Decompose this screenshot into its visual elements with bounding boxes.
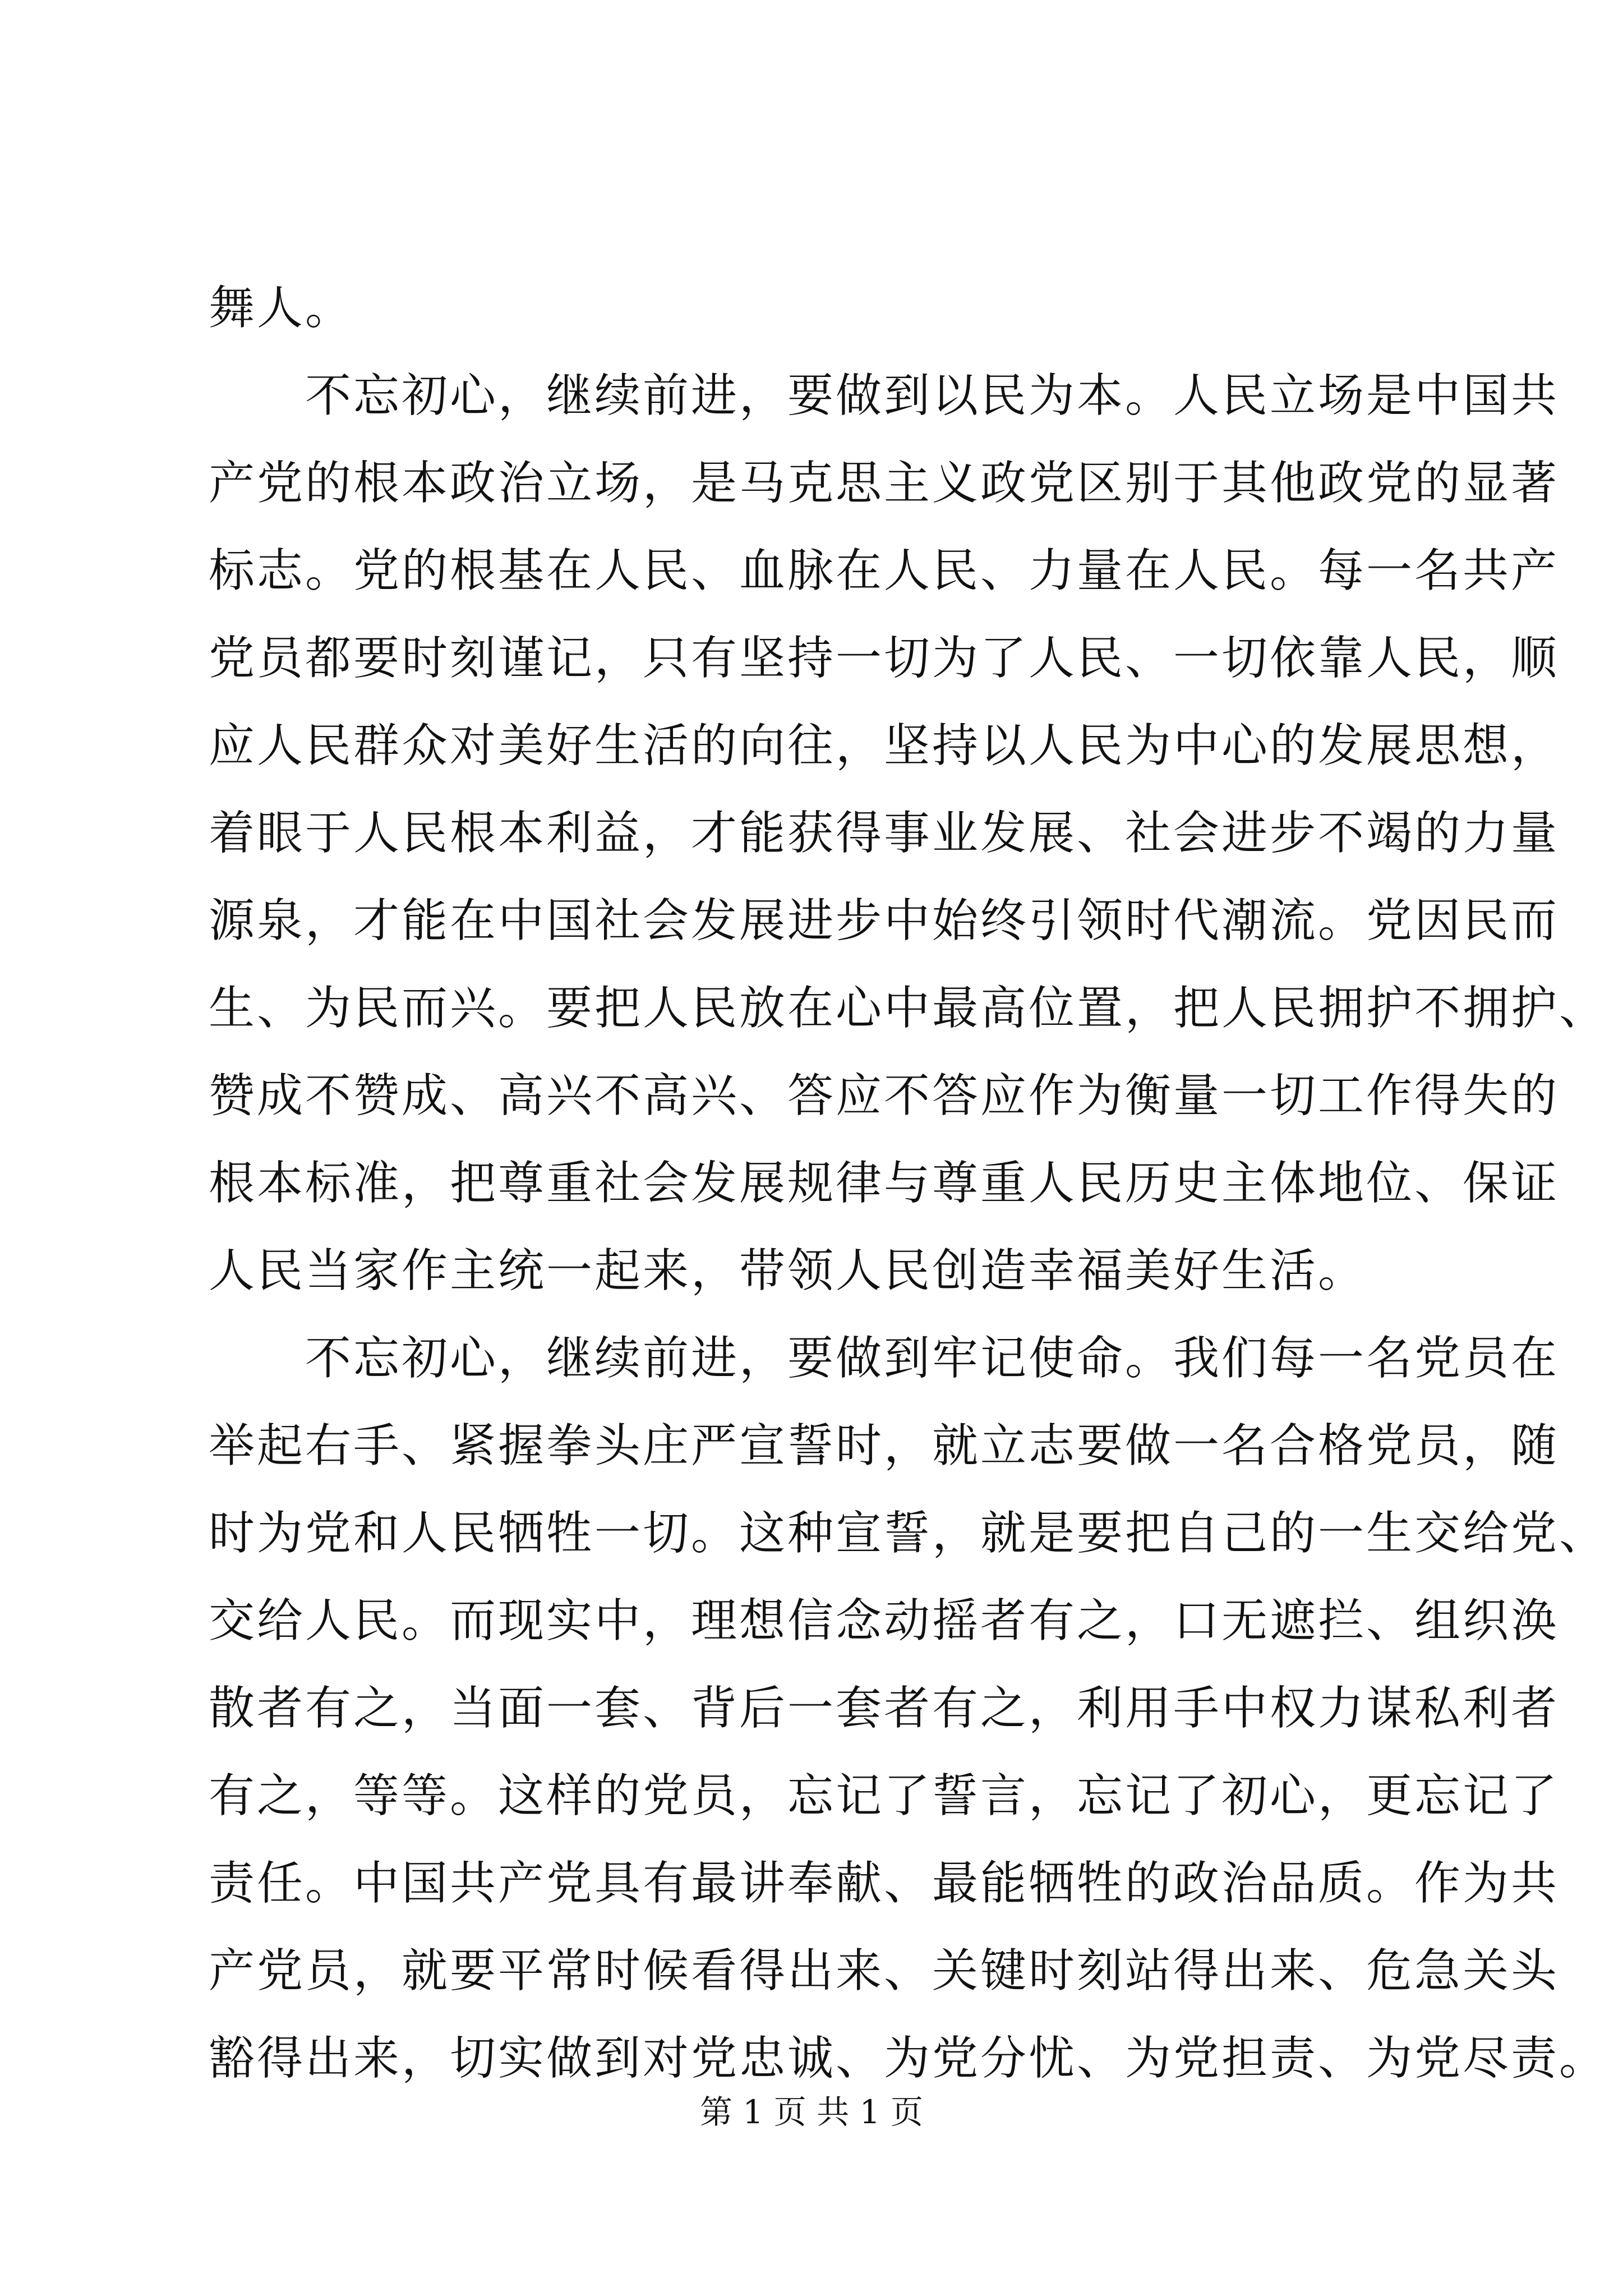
text-line: 赞成不赞成、高兴不高兴、答应不答应作为衡量一切工作得失的 [209,1069,1560,1122]
text-line: 豁得出来，切实做到对党忠诚、为党分忧、为党担责、为党尽责。 [209,2032,1608,2085]
text-line: 人民当家作主统一起来，带领人民创造幸福美好生活。 [209,1244,1367,1297]
text-line: 有之，等等。这样的党员，忘记了誓言，忘记了初心，更忘记了 [209,1769,1560,1823]
text-line: 时为党和人民牺牲一切。这种宣誓，就是要把自己的一生交给党、 [209,1507,1608,1560]
text-line: 着眼于人民根本利益，才能获得事业发展、社会进步不竭的力量 [209,807,1560,860]
text-line: 交给人民。而现实中，理想信念动摇者有之，口无遮拦、组织涣 [209,1594,1560,1648]
page-footer: 第 1 页 共 1 页 [700,2093,923,2131]
text-line: 舞人。 [209,282,354,335]
text-line: 责任。中国共产党具有最讲奉献、最能牺牲的政治品质。作为共 [209,1857,1560,1910]
text-line: 党员都要时刻谨记，只有坚持一切为了人民、一切依靠人民，顺 [209,632,1560,685]
text-line: 标志。党的根基在人民、血脉在人民、力量在人民。每一名共产 [209,544,1560,597]
text-line: 产党员，就要平常时候看得出来、关键时刻站得出来、危急关头 [209,1944,1560,1998]
text-line: 散者有之，当面一套、背后一套者有之，利用手中权力谋私利者 [209,1682,1560,1735]
text-line: 产党的根本政治立场，是马克思主义政党区别于其他政党的显著 [209,457,1560,510]
text-line: 源泉，才能在中国社会发展进步中始终引领时代潮流。党因民而 [209,894,1560,947]
text-line: 根本标准，把尊重社会发展规律与尊重人民历史主体地位、保证 [209,1157,1560,1210]
text-line: 应人民群众对美好生活的向往，坚持以人民为中心的发展思想， [209,719,1560,772]
text-line: 不忘初心，继续前进，要做到以民为本。人民立场是中国共 [209,369,1560,422]
text-line: 举起右手、紧握拳头庄严宣誓时，就立志要做一名合格党员，随 [209,1419,1560,1473]
text-line: 不忘初心，继续前进，要做到牢记使命。我们每一名党员在 [209,1332,1560,1385]
text-line: 生、为民而兴。要把人民放在心中最高位置，把人民拥护不拥护、 [209,982,1608,1035]
